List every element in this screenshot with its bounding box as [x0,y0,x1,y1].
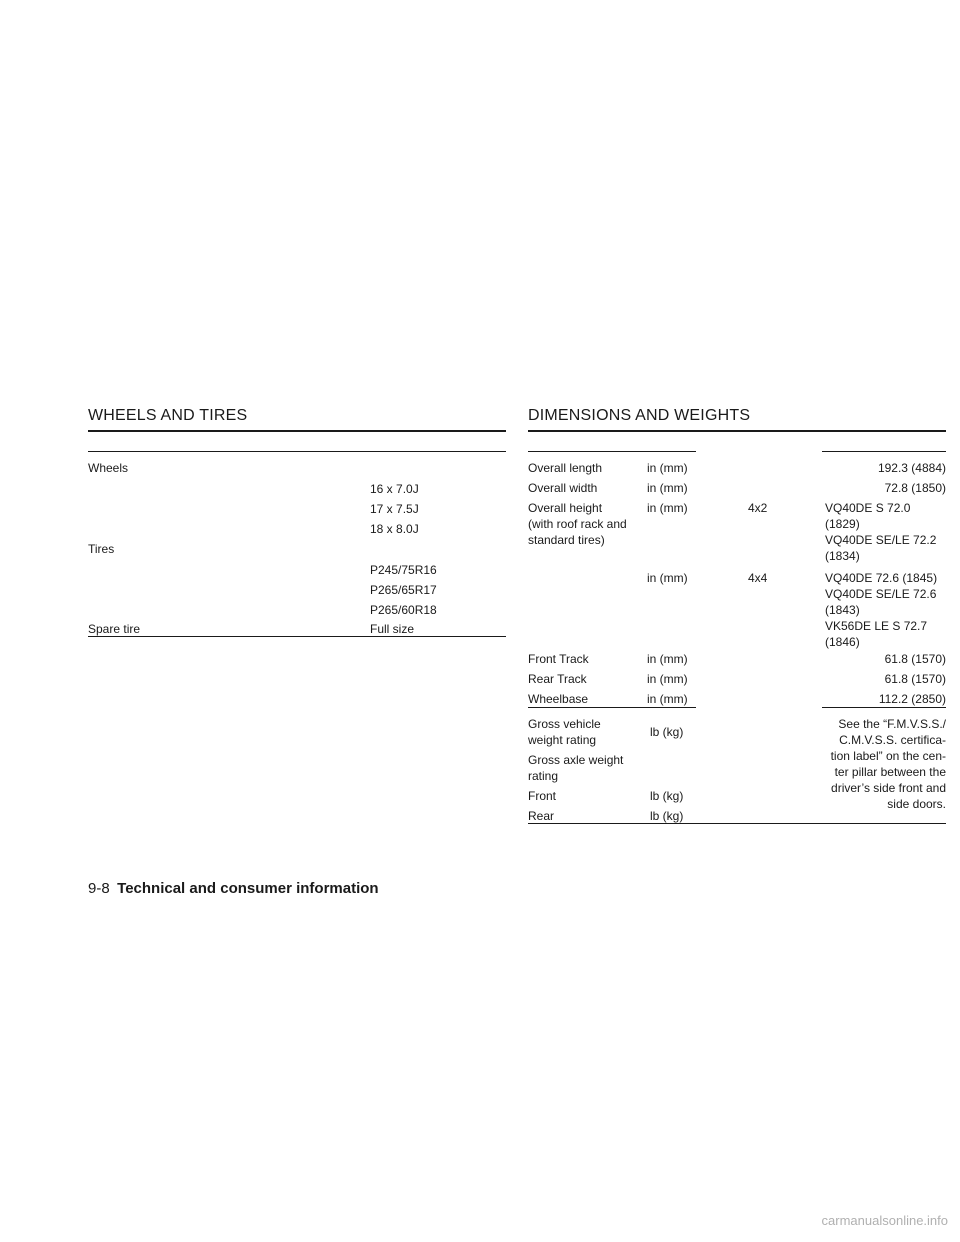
tire-size: P245/75R16 [370,563,437,577]
wheelbase-rule-left [528,707,696,708]
wheels-tires-table-top-rule [88,451,506,452]
overall-height-unit-4x4: in (mm) [647,571,688,585]
overall-height-label: standard tires) [528,533,605,547]
overall-length-unit: in (mm) [647,461,688,475]
page-number: 9-8 [88,880,110,897]
certification-note: C.M.V.S.S. certifica- [839,733,946,747]
dimensions-weights-title: DIMENSIONS AND WEIGHTS [528,407,751,424]
chapter-title: Technical and consumer information [117,880,379,897]
wheel-size: 16 x 7.0J [370,482,419,496]
wheelbase-value: 112.2 (2850) [878,692,946,706]
certification-note: side doors. [887,797,946,811]
overall-length-value: 192.3 (4884) [877,461,946,475]
height-value-4x2: VQ40DE SE/LE 72.2 [825,533,937,547]
overall-width-label: Overall width [528,481,598,495]
wheelbase-rule-right [822,707,946,708]
overall-length-label: Overall length [528,461,603,475]
gawr-label: Gross axle weight [528,753,624,767]
overall-height-unit-4x2: in (mm) [647,501,688,515]
height-value-4x4: (1843) [825,603,860,617]
wheelbase-label: Wheelbase [528,692,589,706]
overall-height-label: (with roof rack and [528,517,627,531]
drive-4x2-label: 4x2 [748,501,768,515]
tire-size: P265/65R17 [370,583,437,597]
wheel-size: 17 x 7.5J [370,502,419,516]
tires-label: Tires [88,542,115,556]
certification-note: driver’s side front and [831,781,946,795]
certification-note: See the “F.M.V.S.S./ [838,717,946,731]
front-axle-label: Front [528,789,557,803]
overall-height-label: Overall height [528,501,603,515]
wheelbase-unit: in (mm) [647,692,688,706]
rear-track-value: 61.8 (1570) [884,672,946,686]
dimensions-table-top-rule-right [822,451,946,452]
wheels-label: Wheels [88,461,129,475]
wheels-tires-title-rule [88,430,506,432]
rear-track-label: Rear Track [528,672,587,686]
dimensions-table-bottom-rule [528,823,946,824]
height-value-4x4: (1846) [825,635,860,649]
front-track-unit: in (mm) [647,652,688,666]
rear-axle-label: Rear [528,809,555,823]
certification-note: tion label” on the cen- [830,749,946,763]
height-value-4x4: VQ40DE 72.6 (1845) [825,571,938,585]
height-value-4x2: VQ40DE S 72.0 [825,501,911,515]
spare-tire-label: Spare tire [88,622,141,636]
height-value-4x2: (1829) [825,517,860,531]
overall-width-unit: in (mm) [647,481,688,495]
tire-size: P265/60R18 [370,603,437,617]
height-value-4x4: VQ40DE SE/LE 72.6 [825,587,937,601]
drive-4x4-label: 4x4 [748,571,768,585]
gvwr-label: Gross vehicle [528,717,601,731]
front-axle-unit: lb (kg) [650,789,684,803]
page-footer [88,880,379,898]
rear-axle-unit: lb (kg) [650,809,684,823]
dimensions-title-rule [528,430,946,432]
spare-tire-value: Full size [370,622,415,636]
wheels-tires-table-bottom-rule [88,636,506,637]
watermark: carmanualsonline.info [821,1213,948,1228]
wheels-tires-title: WHEELS AND TIRES [88,407,248,424]
height-value-4x4: VK56DE LE S 72.7 [825,619,928,633]
dimensions-table-top-rule-left [528,451,696,452]
wheel-size: 18 x 8.0J [370,522,419,536]
overall-width-value: 72.8 (1850) [884,481,946,495]
rear-track-unit: in (mm) [647,672,688,686]
gvwr-unit: lb (kg) [650,725,684,739]
gvwr-label: weight rating [528,733,597,747]
certification-note: ter pillar between the [834,765,946,779]
front-track-label: Front Track [528,652,589,666]
front-track-value: 61.8 (1570) [884,652,946,666]
height-value-4x2: (1834) [825,549,860,563]
gawr-label: rating [528,769,559,783]
